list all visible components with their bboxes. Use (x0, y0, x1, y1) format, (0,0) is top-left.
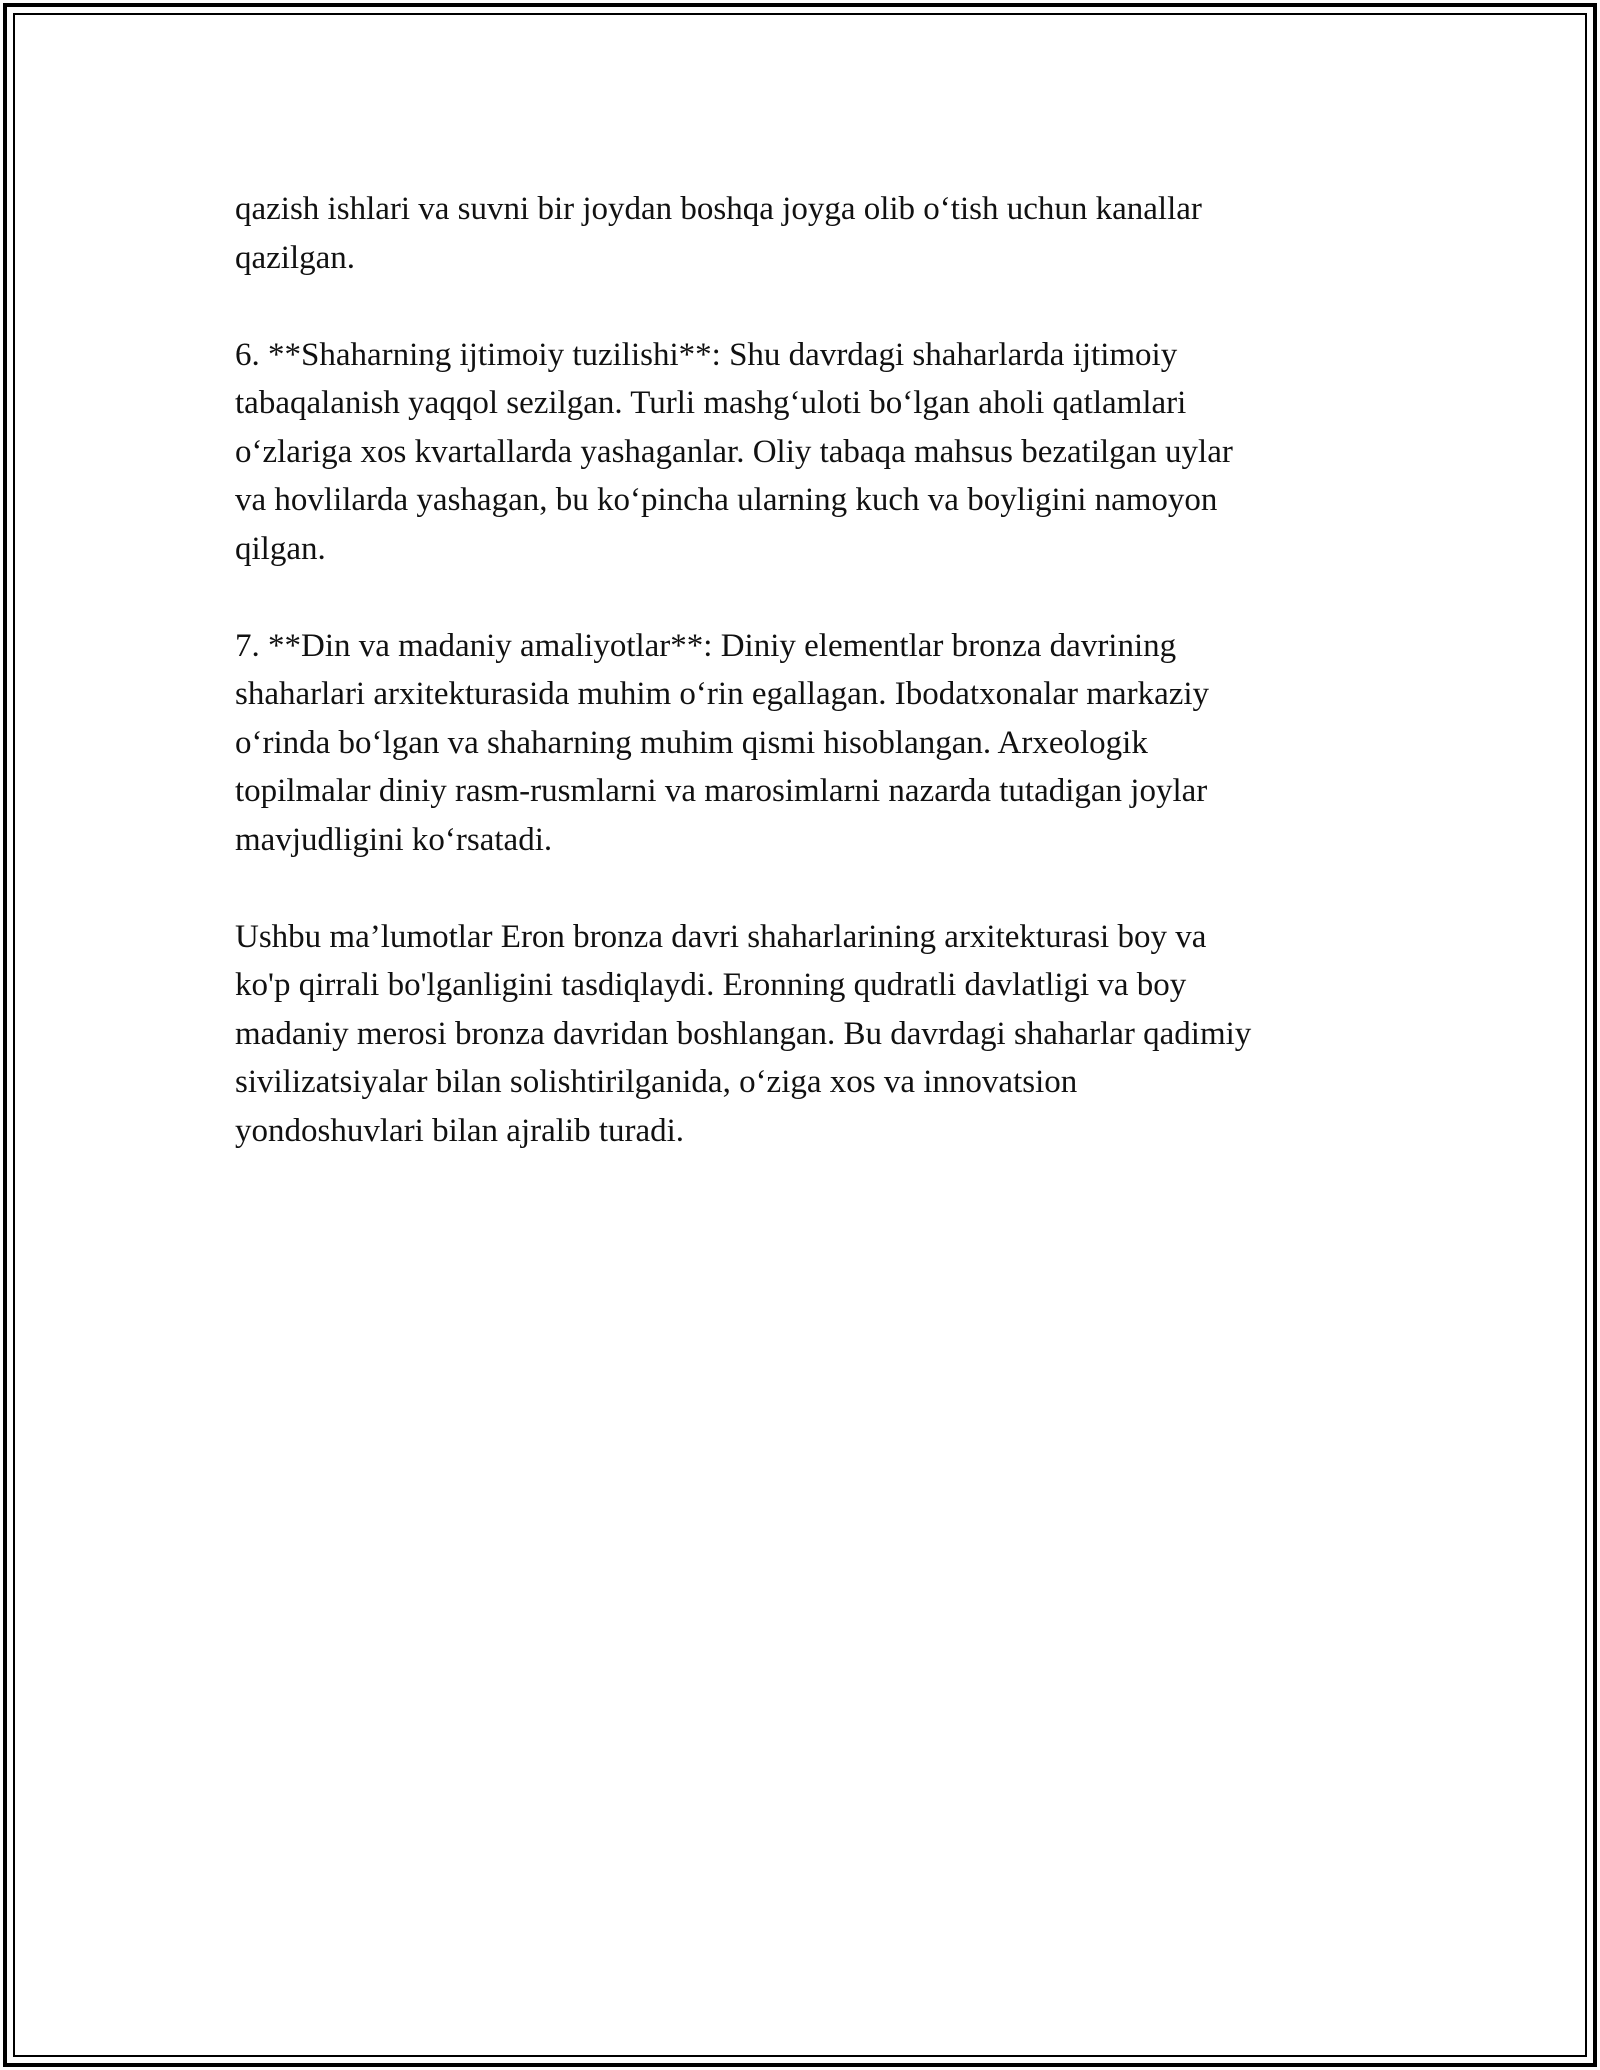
text-line: Ushbu ma’lumotlar Eron bronza davri shaharlarining arxitekturasi boy va (235, 918, 1207, 955)
paragraph-social-structure (235, 331, 1395, 574)
paragraph-continuation (235, 185, 1395, 282)
text-line: madaniy merosi bronza davridan boshlangan. Bu davrdagi shaharlar qadimiy (235, 1015, 1252, 1052)
document-body (235, 185, 1395, 1204)
paragraph-religion-culture (235, 622, 1395, 865)
text-line: tabaqalanish yaqqol sezilgan. Turli mashg‘uloti bo‘lgan aholi qatlamlari (235, 385, 1187, 421)
text-line: ko'p qirrali bo'lganligini tasdiqlaydi. Eronning qudratli davlatligi va boy (235, 967, 1187, 1003)
text-line: yondoshuvlari bilan ajralib turadi. (235, 1112, 685, 1149)
text-line: mavjudligini ko‘rsatadi. (235, 821, 553, 858)
text-line: qilgan. (235, 530, 326, 567)
text-line: qazish ishlari va suvni bir joydan boshqa joyga olib o‘tish uchun kanallar (235, 191, 1202, 227)
text-line: o‘rinda bo‘lgan va shaharning muhim qismi hisoblangan. Arxeologik (235, 724, 1148, 761)
text-line: o‘zlariga xos kvartallarda yashaganlar. Oliy tabaqa mahsus bezatilgan uylar (235, 433, 1233, 470)
text-line: shaharlari arxitekturasida muhim o‘rin egallagan. Ibodatxonalar markaziy (235, 676, 1210, 712)
text-line: qazilgan. (235, 239, 356, 276)
paragraph-conclusion (235, 913, 1395, 1156)
text-line: 6. **Shaharning ijtimoiy tuzilishi**: Shu davrdagi shaharlarda ijtimoiy (235, 336, 1178, 373)
text-line: sivilizatsiyalar bilan solishtirilganida, o‘ziga xos va innovatsion (235, 1064, 1078, 1100)
text-line: 7. **Din va madaniy amaliyotlar**: Diniy elementlar bronza davrining (235, 627, 1177, 664)
text-line: topilmalar diniy rasm-rusmlarni va marosimlarni nazarda tutadigan joylar (235, 773, 1208, 809)
text-line: va hovlilarda yashagan, bu ko‘pincha ularning kuch va boyligini namoyon (235, 482, 1218, 518)
